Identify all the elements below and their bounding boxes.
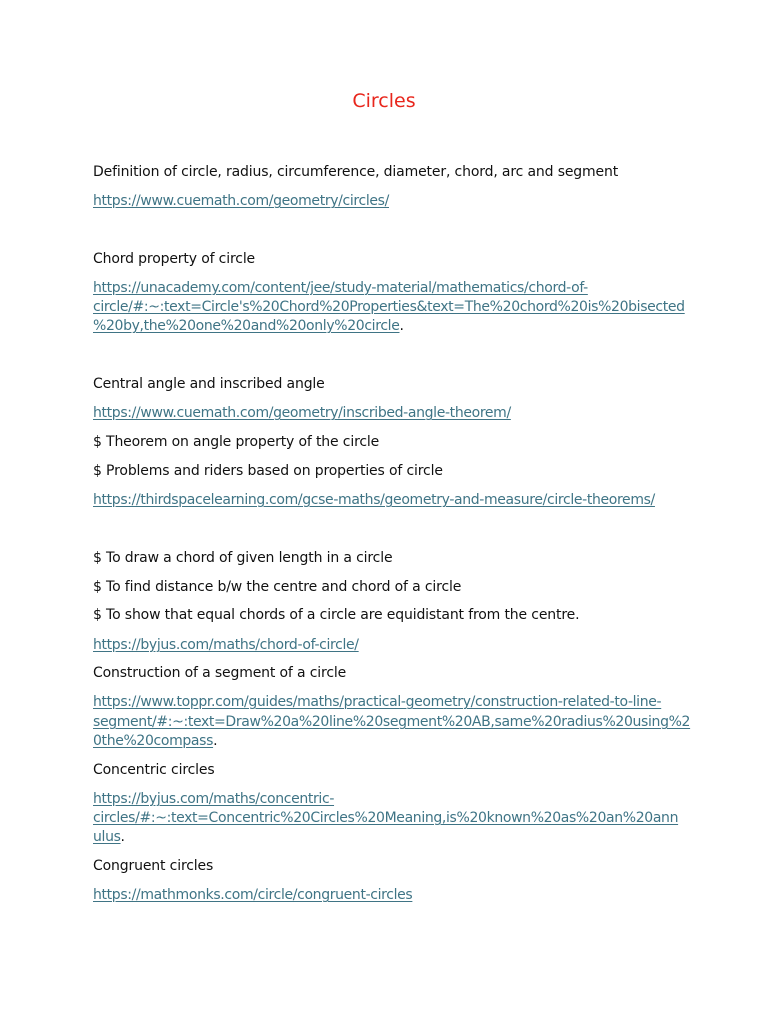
period-after-link: . — [213, 733, 218, 749]
link-unacademy-line-1 — [93, 279, 683, 298]
heading-definition: Definition of circle, radius, circumference, diameter, chord, arc and segment — [93, 164, 619, 180]
link-unacademy-part-1[interactable]: https://unacademy.com/content/jee/study-material/mathematics/chord-of- — [93, 280, 588, 296]
page-title: Circles — [352, 90, 416, 112]
link-byjus-concentric-part-3[interactable]: ulus — [93, 829, 121, 845]
link-cuemath-inscribed[interactable]: https://www.cuemath.com/geometry/inscribed-angle-theorem/ — [93, 405, 511, 421]
link-cuemath-circles[interactable]: https://www.cuemath.com/geometry/circles/ — [93, 193, 389, 209]
link-toppr-line-2 — [93, 713, 691, 732]
link-byjus-chord[interactable]: https://byjus.com/maths/chord-of-circle/ — [93, 637, 359, 653]
period-after-link: . — [120, 829, 125, 845]
link-toppr-part-2[interactable]: segment/#:~:text=Draw%20a%20line%20segment%20AB,same%20radius%20using%2 — [93, 714, 691, 730]
item-draw-chord: $ To draw a chord of given length in a circle — [93, 550, 393, 566]
link-unacademy-part-3[interactable]: %20by,the%20one%20and%20only%20circle — [93, 318, 400, 334]
link-mathmonks[interactable]: https://mathmonks.com/circle/congruent-circles — [93, 887, 413, 903]
item-theorem-angle: $ Theorem on angle property of the circle — [93, 434, 380, 450]
link-byjus-concentric-part-1[interactable]: https://byjus.com/maths/concentric- — [93, 791, 335, 807]
link-mathmonks-line — [93, 886, 683, 905]
link-thirdspace[interactable]: https://thirdspacelearning.com/gcse-maths/geometry-and-measure/circle-theorems/ — [93, 492, 655, 508]
heading-concentric: Concentric circles — [93, 762, 215, 778]
item-find-distance: $ To find distance b/w the centre and chord of a circle — [93, 579, 462, 595]
link-toppr-line-1 — [93, 693, 683, 712]
link-byjus-concentric-line-1 — [93, 790, 683, 809]
heading-construction-segment: Construction of a segment of a circle — [93, 665, 347, 681]
link-unacademy-part-2[interactable]: circle/#:~:text=Circle's%20Chord%20Properties&text=The%20chord%20is%20bisected — [93, 299, 685, 315]
period-after-link: . — [399, 318, 404, 334]
link-thirdspace-line — [93, 491, 683, 510]
link-unacademy-line-2 — [93, 298, 683, 317]
item-problems-riders: $ Problems and riders based on properties of circle — [93, 463, 443, 479]
heading-central-angle: Central angle and inscribed angle — [93, 376, 325, 392]
link-toppr-part-1[interactable]: https://www.toppr.com/guides/maths/practical-geometry/construction-related-to-line- — [93, 694, 662, 710]
link-cuemath-inscribed-line — [93, 404, 683, 423]
link-toppr-part-3[interactable]: 0the%20compass — [93, 733, 214, 749]
link-cuemath-circles-line — [93, 192, 683, 211]
heading-chord-property: Chord property of circle — [93, 251, 256, 267]
link-toppr-line-3 — [93, 732, 683, 751]
item-equal-chords: $ To show that equal chords of a circle are equidistant from the centre. — [93, 607, 580, 623]
link-byjus-chord-line — [93, 636, 683, 655]
link-unacademy-line-3 — [93, 317, 683, 336]
link-byjus-concentric-line-3 — [93, 828, 683, 847]
heading-congruent: Congruent circles — [93, 858, 214, 874]
link-byjus-concentric-part-2[interactable]: circles/#:~:text=Concentric%20Circles%20Meaning,is%20known%20as%20an%20ann — [93, 810, 679, 826]
link-byjus-concentric-line-2 — [93, 809, 683, 828]
